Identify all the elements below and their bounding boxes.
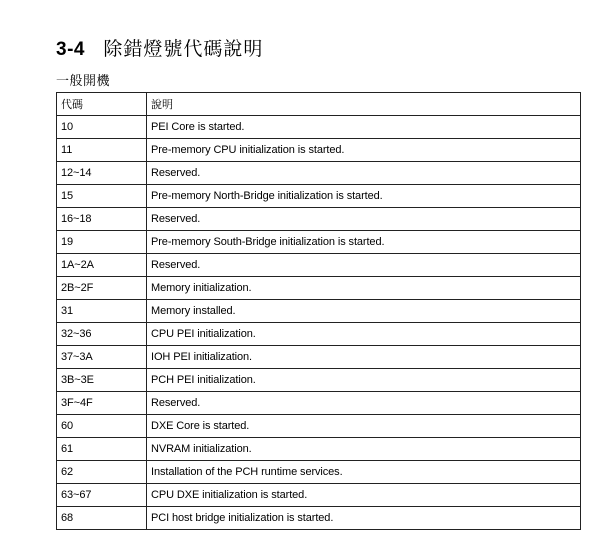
column-header-description: 說明 [147, 93, 581, 116]
table-row [57, 415, 581, 438]
code-cell: 16~18 [57, 208, 147, 231]
code-cell: 1A~2A [57, 254, 147, 277]
table-row [57, 346, 581, 369]
description-cell: Reserved. [147, 208, 581, 231]
code-cell: 3B~3E [57, 369, 147, 392]
table-row [57, 231, 581, 254]
table-row [57, 323, 581, 346]
code-cell: 68 [57, 507, 147, 530]
table-row [57, 438, 581, 461]
table-row [57, 369, 581, 392]
description-cell: Installation of the PCH runtime services. [147, 461, 581, 484]
section-number: 3-4 [56, 39, 85, 60]
section-title: 除錯燈號代碼說明 [103, 38, 264, 60]
table-row [57, 507, 581, 530]
description-cell: Pre-memory CPU initialization is started. [147, 139, 581, 162]
code-cell: 10 [57, 116, 147, 139]
code-cell: 3F~4F [57, 392, 147, 415]
table-row [57, 116, 581, 139]
description-cell: PCI host bridge initialization is started. [147, 507, 581, 530]
table-row [57, 139, 581, 162]
description-cell: PCH PEI initialization. [147, 369, 581, 392]
description-cell: CPU PEI initialization. [147, 323, 581, 346]
section-heading [56, 34, 263, 62]
description-cell: PEI Core is started. [147, 116, 581, 139]
description-cell: Reserved. [147, 162, 581, 185]
code-cell: 15 [57, 185, 147, 208]
debug-code-table [56, 92, 581, 530]
description-cell: DXE Core is started. [147, 415, 581, 438]
code-cell: 61 [57, 438, 147, 461]
description-cell: Reserved. [147, 392, 581, 415]
code-cell: 2B~2F [57, 277, 147, 300]
table-row [57, 277, 581, 300]
code-cell: 11 [57, 139, 147, 162]
description-cell: Reserved. [147, 254, 581, 277]
table-row [57, 300, 581, 323]
description-cell: CPU DXE initialization is started. [147, 484, 581, 507]
description-cell: Memory initialization. [147, 277, 581, 300]
description-cell: Pre-memory North-Bridge initialization is started. [147, 185, 581, 208]
description-cell: IOH PEI initialization. [147, 346, 581, 369]
table-row [57, 208, 581, 231]
code-cell: 60 [57, 415, 147, 438]
code-cell: 37~3A [57, 346, 147, 369]
column-header-code: 代碼 [57, 93, 147, 116]
table-header-row [57, 93, 581, 116]
code-cell: 62 [57, 461, 147, 484]
table-row [57, 461, 581, 484]
table-body [57, 116, 581, 530]
table-row [57, 392, 581, 415]
code-cell: 31 [57, 300, 147, 323]
table-row [57, 484, 581, 507]
description-cell: Memory installed. [147, 300, 581, 323]
code-cell: 63~67 [57, 484, 147, 507]
subsection-title: 一般開機 [56, 74, 111, 89]
description-cell: NVRAM initialization. [147, 438, 581, 461]
table-row [57, 254, 581, 277]
table-row [57, 162, 581, 185]
code-cell: 12~14 [57, 162, 147, 185]
table-row [57, 185, 581, 208]
code-cell: 32~36 [57, 323, 147, 346]
code-cell: 19 [57, 231, 147, 254]
description-cell: Pre-memory South-Bridge initialization is started. [147, 231, 581, 254]
